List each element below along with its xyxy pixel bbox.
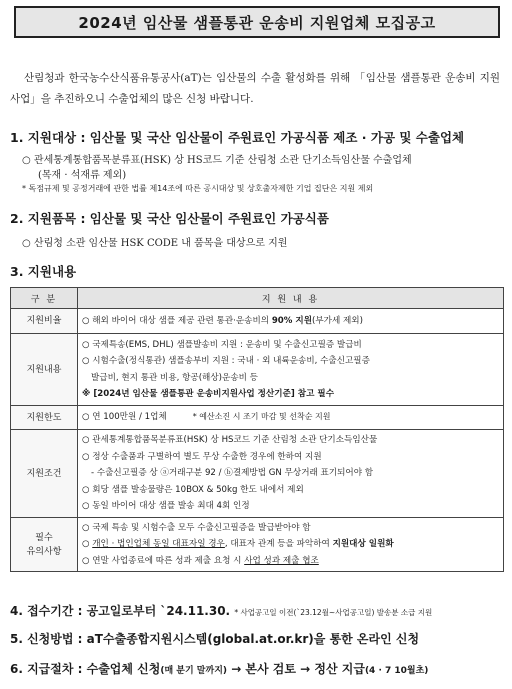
section-2-heading: 2. 지원품목 : 임산물 및 국산 임산물이 주원료인 가공식품 — [10, 211, 329, 226]
content-line-1: ○ 국제특송(EMS, DHL) 샘플발송비 지원 : 운송비 및 수출신고필증 발급비 — [82, 339, 362, 350]
caution-line-3-text: ○ 연말 사업종료에 따른 성과 제출 요청 시 — [82, 555, 245, 566]
row-label-conditions: 지원조건 — [11, 430, 78, 518]
ratio-percent: 90% 지원 — [271, 315, 312, 326]
row-content-limit — [78, 406, 504, 430]
table-row — [11, 518, 504, 572]
row-label-limit: 지원한도 — [11, 406, 78, 430]
limit-note: * 예산소진 시 조기 마감 및 선착순 지원 — [192, 412, 331, 422]
row-label-content: 지원내용 — [11, 334, 78, 406]
section-6-heading-b: (매 분기 말까지) — [160, 666, 228, 676]
caution-line-1: ○ 국제 특송 및 시험수출 모두 수출신고필증을 발급받아야 함 — [82, 522, 311, 533]
cond-line-2: ○ 정상 수출품과 구별하여 별도 무상 수출한 경우에 한하여 지원 — [82, 451, 322, 462]
section-1-note: * 독점규제 및 공정거래에 관한 법률 제14조에 따른 공시대상 및 상호출자제한 기업 집단은 지원 제외 — [22, 184, 374, 193]
section-3-heading: 3. 지원내용 — [10, 264, 77, 279]
row-content-ratio — [78, 309, 504, 334]
section-1-line-2: (목재 · 석재류 제외) — [38, 170, 127, 181]
content-line-2: ○ 시험수출(정식통관) 샘플송부비 지원 : 국내 · 외 내륙운송비, 수출신고필증 — [82, 356, 370, 366]
cond-line-3: - 수출신고필증 상 ⓐ거래구분 92 / ⓑ결제방법 GN 무상거래 표기되어야 함 — [91, 468, 374, 479]
section-2-line-1: ○ 산림청 소관 임산물 HSK CODE 내 품목을 대상으로 지원 — [22, 238, 288, 249]
row-content-conditions — [78, 430, 504, 518]
limit-amount: ○ 연 100만원 / 1업체 — [82, 412, 167, 423]
notice-title: 2024년 임산물 샘플통관 운송비 지원업체 모집공고 — [14, 6, 500, 38]
table-row — [11, 309, 504, 334]
section-5-heading: 5. 신청방법 : aT수출종합지원시스템(global.at.or.kr)을 통한 온라인 신청 — [10, 632, 420, 646]
row-label-caution — [11, 518, 78, 572]
caution-line-3-underlined: 사업 성과 제출 협조 — [244, 555, 319, 566]
section-1-heading: 1. 지원대상 : 임산물 및 국산 임산물이 주원료인 가공식품 제조 · 가공 및 수출업체 — [10, 130, 465, 145]
table-header-category: 구 분 — [11, 288, 78, 309]
ratio-suffix: (부가세 제외) — [312, 315, 363, 326]
ratio-text: ○ 해외 바이어 대상 샘플 제공 관련 통관·운송비의 — [82, 315, 272, 326]
table-row — [11, 430, 504, 518]
row-label-ratio: 지원비율 — [11, 309, 78, 334]
table-header-content: 지 원 내 용 — [78, 288, 504, 309]
cond-line-4: ○ 회당 샘플 발송물량은 10BOX & 50kg 한도 내에서 제외 — [82, 484, 304, 495]
content-line-4: ※ [2024년 임산물 샘플통관 운송비지원사업 정산기준] 참고 필수 — [82, 389, 335, 399]
table-row — [11, 406, 504, 430]
section-6 — [10, 660, 428, 677]
caution-label-1: 필수 — [35, 532, 53, 543]
intro-paragraph: 산림청과 한국농수산식품유통공사(aT)는 임산물의 수출 활성화를 위해 「임산물 샘플통관 운송비 지원사업」을 추진하오니 수출업체의 많은 신청 바랍니다. — [10, 72, 500, 105]
cond-line-5: ○ 동일 바이어 대상 샘플 발송 최대 4회 인정 — [82, 501, 250, 512]
section-6-heading-c: → 본사 검토 → 정산 지급 — [227, 662, 365, 676]
caution-line-2-text: , 대표자 관계 등을 파악하여 — [224, 539, 333, 550]
caution-label-2: 유의사항 — [26, 546, 62, 557]
table-header-row — [11, 288, 504, 309]
caution-line-2-bold: 지원대상 일원화 — [332, 539, 394, 550]
section-1-line-1: ○ 관세통계통합품목분류표(HSK) 상 HS코드 기준 산림청 소관 단기소득임산물 수출업체 — [22, 155, 412, 166]
support-table — [10, 287, 504, 572]
row-content-caution — [78, 518, 504, 572]
section-6-heading-a: 6. 지급절차 : 수출업체 신청 — [10, 662, 161, 676]
cond-line-1: ○ 관세통계통합품목분류표(HSK) 상 HS코드 기준 산림청 소관 단기소득임산물 — [82, 435, 378, 446]
row-content-content — [78, 334, 504, 406]
content-line-3: 발급비, 현지 통관 비용, 항공(해상)운송비 등 — [91, 372, 258, 383]
section-4 — [10, 602, 432, 619]
caution-line-2-bullet: ○ — [82, 539, 93, 550]
section-4-heading: 4. 접수기간 : 공고일로부터 `24.11.30. — [10, 604, 231, 618]
section-6-heading-d: (4 · 7 10월초) — [364, 666, 429, 676]
table-row — [11, 334, 504, 406]
section-4-note: * 사업공고일 이전(`23.12월~사업공고일) 발송분 소급 지원 — [234, 608, 433, 617]
caution-line-2-underlined: 개인 · 법인업체 동일 대표자일 경우 — [92, 539, 225, 550]
